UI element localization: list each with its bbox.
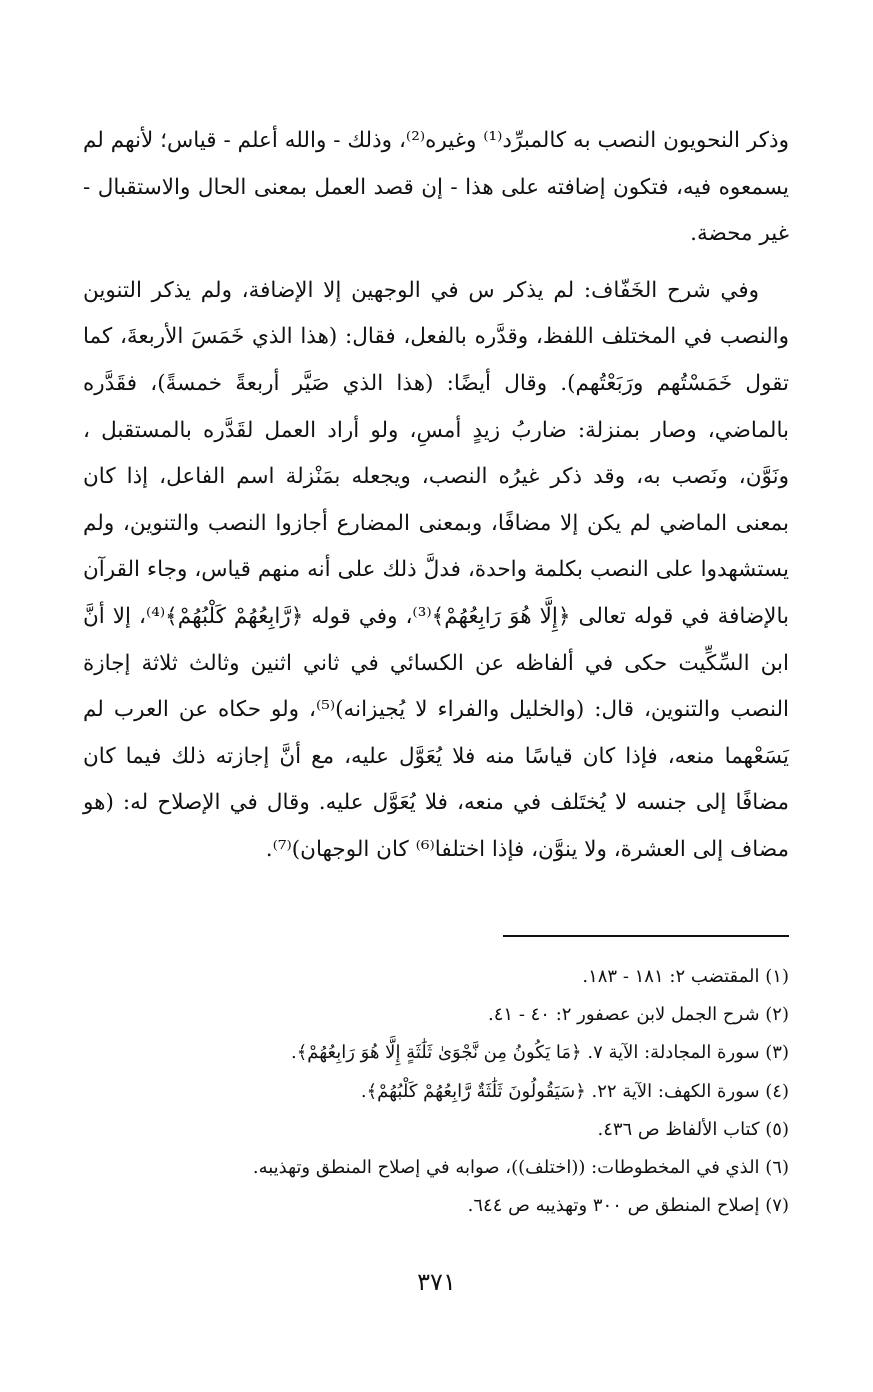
paragraph: وفي شرح الخَفّاف: لم يذكر س في الوجهين إلا الإضافة، ولم يذكر التنوين والنصب في المختلف اللفظ، وقدَّره بالفعل، فقال: (هذا الذي خَمَسَ الأربعةَ، كما تقول خَمَسْتُهم ورَبَعْتُهم). وقال أيضًا: (هذا الذي صَيَّر أربعةً خمسةً)، فقَدَّره بالماضي، وصار بمنزلة: ضاربُ زيدٍ أمسِ، ولو أراد العمل لقَدَّره بالمستقبل ، ونَوَّن، ونَصب به، وقد ذكر غيرُه النصب، ويجعله بمَنْزلة اسم الفاعل، إذا كان بمعنى الماضي لم يكن إلا مضافًا، وبمعنى المضارع أجازوا النصب والتنوين، ولم يستشهدوا على النصب بكلمة واحدة، فدلَّ ذلك على أنه منهم قياس، وجاء القرآن بالإضافة في قوله تعالى ﴿إِلَّا هُوَ رَابِعُهُمْ﴾⁽³⁾، وفي قوله ﴿رَّابِعُهُمْ كَلْبُهُمْ﴾⁽⁴⁾، إلا أنَّ ابن السِّكِّيت حكى في ألفاظه عن الكسائي في ثاني اثنين وثالث ثلاثة إجازة النصب والتنوين، قال: (والخليل والفراء لا يُجيزانه)⁽⁵⁾، ولو حكاه عن العرب لم يَسَعْهما منعه، فإذا كان قياسًا منه فلا يُعَوَّل عليه، مع أنَّ إجازته ذلك فيما كان مضافًا إلى جنسه لا يُختَلف في منعه، فلا يُعَوَّل عليه. وقال في الإصلاح له: (هو مضاف إلى العشرة، ولا ينوَّن، فإذا اختلفا⁽⁶⁾ كان الوجهان)⁽⁷⁾. — [83, 277, 789, 862]
footnote-divider — [503, 935, 789, 937]
footnote-item: (٢) شرح الجمل لابن عصفور ٢: ٤٠ - ٤١. — [488, 1004, 789, 1026]
footnote-item: (١) المقتضب ٢: ١٨١ - ١٨٣. — [582, 966, 789, 987]
footnote-item: (٣) سورة المجادلة: الآية ٧. ﴿مَا يَكُونُ مِن نَّجْوَىٰ ثَلَٰثَةٍ إِلَّا هُوَ رَابِعُهُمْ﴾. — [291, 1042, 789, 1064]
footnote-item: (٥) كتاب الألفاظ ص ٤٣٦. — [597, 1118, 789, 1140]
footnote-item: (٤) سورة الكهف: الآية ٢٢. ﴿سَيَقُولُونَ ثَلَٰثَةٌ رَّابِعُهُمْ كَلْبُهُمْ﴾. — [360, 1080, 789, 1102]
footnote-item: (٧) إصلاح المنطق ص ٣٠٠ وتهذيبه ص ٦٤٤. — [467, 1195, 789, 1217]
page-number: ٣٧١ — [417, 1268, 456, 1296]
paragraph: وذكر النحويون النصب به كالمبرِّد⁽¹⁾ وغيره⁽²⁾، وذلك - والله أعلم - قياس؛ لأنهم لم يسمعوه فيه، فتكون إضافته على هذا - إن قصد العمل بمعنى الحال والاستقبال - غير محضة. — [83, 128, 789, 247]
footnotes — [83, 958, 789, 1225]
page-body — [83, 118, 789, 874]
footnote-item: (٦) الذي في المخطوطات: ((اختلف))، صوابه في إصلاح المنطق وتهذيبه. — [252, 1157, 789, 1179]
